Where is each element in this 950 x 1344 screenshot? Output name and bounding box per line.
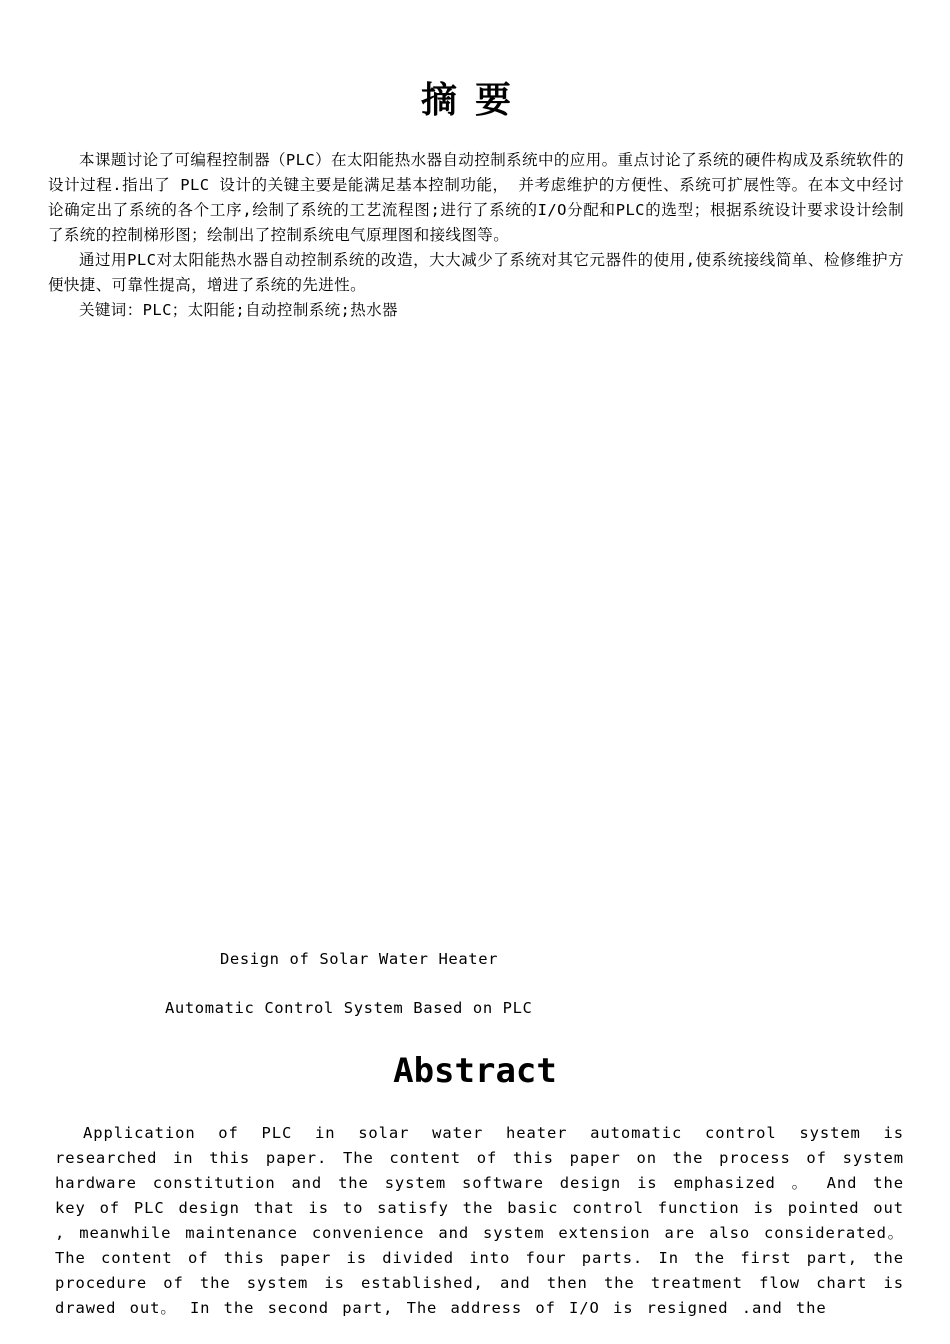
chinese-abstract-title: 摘要 bbox=[420, 79, 529, 121]
english-title-line-2: Automatic Control System Based on PLC bbox=[165, 999, 533, 1017]
chinese-abstract-paragraph-1: 本课题讨论了可编程控制器（PLC）在太阳能热水器自动控制系统中的应用。重点讨论了系统的硬件构成及系统软件的设计过程.指出了 PLC 设计的关键主要是能满足基本控制功能， 并考虑维护的方便性、系统可扩展性等。在本文中经讨论确定出了系统的各个工序,绘制了系统的工艺流程图;进行了系统的I/O分配和PLC的选型；根据系统设计要求设计绘制了系统的控制梯形图；绘制出了控制系统电气原理图和接线图等。 bbox=[48, 151, 904, 244]
chinese-abstract-body bbox=[48, 148, 904, 323]
english-abstract-paragraph: Application of PLC in solar water heater automatic control system is researched in this paper. The content of this paper on the process of system hardware constitution and the system software design is emphasized 。 And the key of PLC design that is to satisfy the basic control function is pointed out , meanwhile maintenance convenience and system extension are also considerated。 The content of this paper is divided into four parts. In the first part, the procedure of the system is established, and then the treatment flow chart is drawed out。 In the second part, The address of I/O is resigned .and the bbox=[55, 1124, 904, 1317]
chinese-abstract-paragraph-2: 通过用PLC对太阳能热水器自动控制系统的改造，大大减少了系统对其它元器件的使用,使系统接线简单、检修维护方便快捷、可靠性提高，增进了系统的先进性。 bbox=[48, 251, 904, 294]
english-title-line-1: Design of Solar Water Heater bbox=[220, 950, 499, 968]
english-abstract-body bbox=[55, 1121, 904, 1321]
english-abstract-heading: Abstract bbox=[393, 1051, 557, 1091]
chinese-keywords: 关键词：PLC；太阳能;自动控制系统;热水器 bbox=[79, 301, 398, 319]
